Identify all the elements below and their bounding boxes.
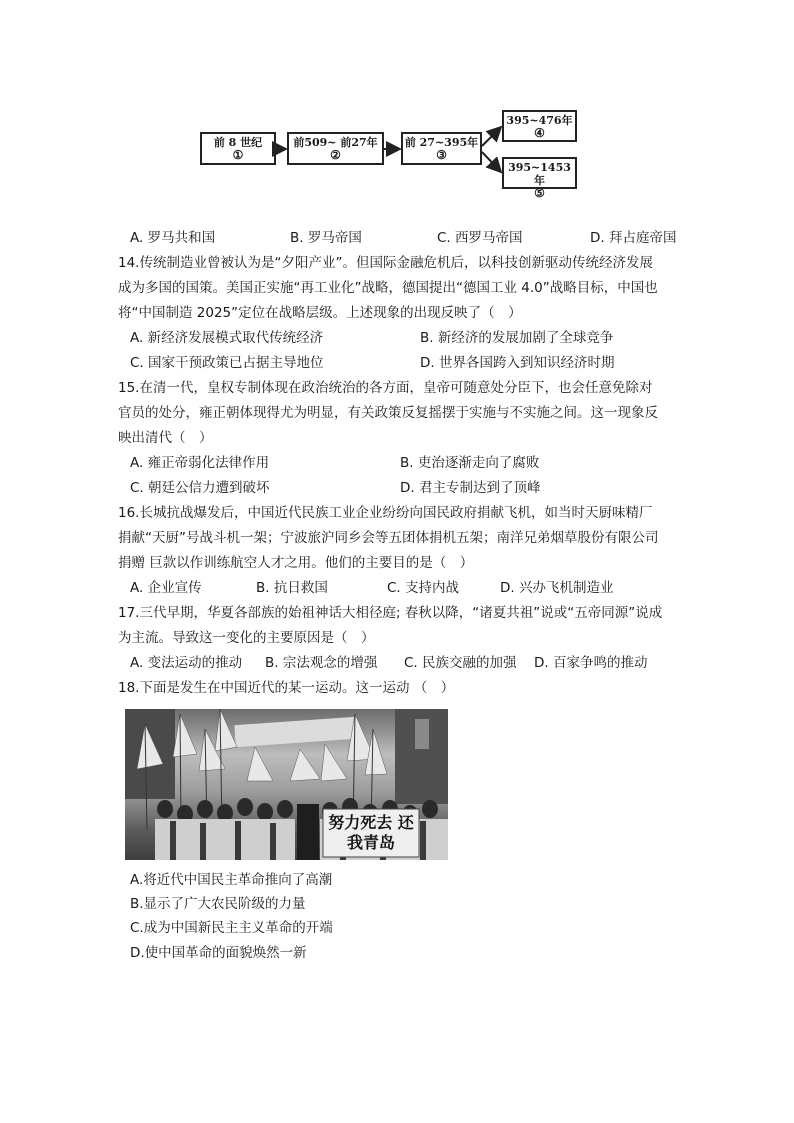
q16-line-3: 捐赠 巨款以作训练航空人才之用。他们的主要目的是（ ） — [118, 555, 474, 571]
timeline-node-num: ① — [232, 148, 244, 162]
q15-line-1: 15.在清一代，皇权专制体现在政治统治的各方面，皇帝可随意处分臣下，也会任意免除对 — [118, 380, 653, 396]
q14-line-2: 成为多国的国策。美国正实施“再工业化”战略，德国提出“德国工业 4.0”战略目标，中国也 — [118, 280, 658, 296]
q16-line-2: 捐献“天厨”号战斗机一架；宁波旅沪同乡会等五团体捐机五架；南洋兄弟烟草股份有限公司 — [118, 530, 659, 546]
timeline-node-num: ③ — [436, 148, 447, 162]
timeline-node-label: 前 8 世纪 — [213, 136, 263, 149]
timeline-node-label: 前509~ 前27年 — [293, 136, 378, 149]
q14-line-3: 将“中国制造 2025”定位在战略层级。上述现象的出现反映了（ ） — [118, 305, 522, 321]
q15-option-a: A. 雍正帝弱化法律作用 — [130, 455, 270, 471]
q15-option-c: C. 朝廷公信力遭到破坏 — [130, 480, 270, 496]
q17-line-1: 17.三代早期，华夏各部族的始祖神话大相径庭; 春秋以降，“诸夏共祖”说或“五帝同源”说成 — [118, 605, 663, 621]
q16-option-c: C. 支持内战 — [387, 580, 460, 596]
q18-line-1: 18.下面是发生在中国近代的某一运动。这一运动 （ ） — [118, 680, 455, 696]
q14-line-1: 14.传统制造业曾被认为是“夕阳产业”。但国际金融危机后，以科技创新驱动传统经济发展 — [118, 255, 653, 271]
q16-option-b: B. 抗日救国 — [256, 580, 328, 596]
q15-option-d: D. 君主专制达到了顶峰 — [400, 480, 541, 496]
option-c: C. 西罗马帝国 — [437, 230, 523, 246]
q15-option-b: B. 吏治逐渐走向了腐败 — [400, 455, 540, 471]
option-d: D. 拜占庭帝国 — [590, 230, 677, 246]
q18-option-d: D.使中国革命的面貌焕然一新 — [130, 945, 307, 961]
option-a: A. 罗马共和国 — [130, 230, 216, 246]
photo-banner-text: 努力死去 还我青岛 — [328, 813, 414, 852]
q14-option-d: D. 世界各国跨入到知识经济时期 — [420, 355, 615, 371]
q17-option-d: D. 百家争鸣的推动 — [534, 655, 648, 671]
timeline-node-label: 395~476年 — [506, 114, 573, 127]
q18-option-b: B.显示了广大农民阶级的力量 — [130, 896, 306, 912]
arrow-3-5 — [482, 152, 501, 172]
q17-line-2: 为主流。导致这一变化的主要原因是（ ） — [118, 630, 375, 646]
q15-line-3: 映出清代（ ） — [118, 430, 213, 446]
arrow-3-4 — [482, 127, 501, 146]
timeline-node-num: ② — [330, 148, 341, 162]
q16-option-a: A. 企业宣传 — [130, 580, 202, 596]
historical-photo — [125, 709, 448, 860]
q17-option-c: C. 民族交融的加强 — [404, 655, 517, 671]
q14-option-b: B. 新经济的发展加剧了全球竞争 — [420, 330, 614, 346]
q14-option-a: A. 新经济发展模式取代传统经济 — [130, 330, 324, 346]
q16-option-d: D. 兴办飞机制造业 — [500, 580, 614, 596]
timeline-node-num: ⑤ — [534, 186, 545, 200]
timeline-arrows — [0, 0, 794, 200]
q18-option-a: A.将近代中国民主革命推向了高潮 — [130, 872, 333, 888]
option-b: B. 罗马帝国 — [290, 230, 362, 246]
timeline-node-label: 395~1453年 — [508, 161, 571, 187]
q17-option-b: B. 宗法观念的增强 — [265, 655, 378, 671]
q16-line-1: 16.长城抗战爆发后，中国近代民族工业企业纷纷向国民政府捐献飞机，如当时天厨味精厂 — [118, 505, 653, 521]
q14-option-c: C. 国家干预政策已占据主导地位 — [130, 355, 324, 371]
q15-line-2: 官员的处分，雍正朝体现得尤为明显，有关政策反复摇摆于实施与不实施之间。这一现象反 — [118, 405, 658, 421]
q17-option-a: A. 变法运动的推动 — [130, 655, 243, 671]
q18-option-c: C.成为中国新民主主义革命的开端 — [130, 920, 333, 936]
timeline-node-label: 前 27~395年 — [404, 136, 479, 149]
timeline-node-num: ④ — [534, 126, 545, 140]
